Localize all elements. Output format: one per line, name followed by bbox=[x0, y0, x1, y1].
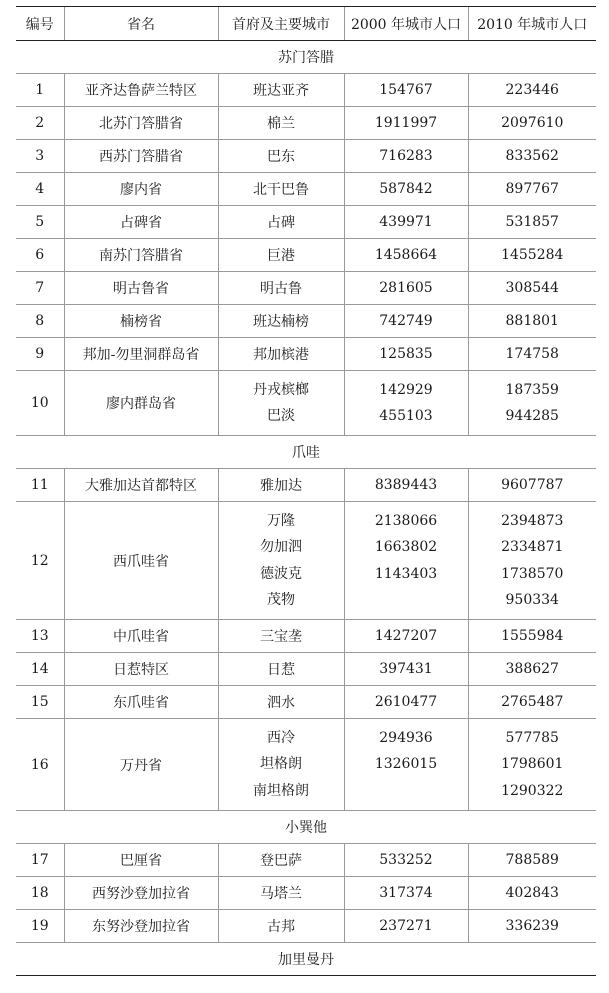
city-name: 马塔兰 bbox=[218, 877, 344, 910]
city-name: 北干巴鲁 bbox=[218, 173, 344, 206]
population-2010-list bbox=[468, 719, 596, 811]
population-value: 388627 bbox=[468, 653, 596, 686]
city-name: 邦加槟港 bbox=[218, 338, 344, 371]
province-name: 南苏门答腊省 bbox=[64, 239, 218, 272]
section-title: 加里曼丹 bbox=[16, 943, 596, 976]
city-name: 丹戎槟榔 bbox=[253, 381, 309, 398]
table-row bbox=[16, 338, 596, 371]
table-row bbox=[16, 140, 596, 173]
city-name: 明古鲁 bbox=[218, 272, 344, 305]
city-name: 巨港 bbox=[218, 239, 344, 272]
city-name: 日惹 bbox=[218, 653, 344, 686]
population-value: 2334871 bbox=[501, 539, 564, 555]
population-value: 1555984 bbox=[468, 620, 596, 653]
population-value: 9607787 bbox=[468, 469, 596, 502]
population-value bbox=[345, 778, 468, 805]
population-value: 294936 bbox=[379, 729, 433, 746]
population-value: 397431 bbox=[344, 653, 468, 686]
province-name: 中爪哇省 bbox=[64, 620, 218, 653]
population-value: 8389443 bbox=[344, 469, 468, 502]
population-value: 1455284 bbox=[468, 239, 596, 272]
province-name: 占碑省 bbox=[64, 206, 218, 239]
province-name: 北苏门答腊省 bbox=[64, 107, 218, 140]
population-value: 881801 bbox=[468, 305, 596, 338]
header-pop-2000: 2000 年城市人口 bbox=[344, 7, 468, 41]
table-row bbox=[16, 206, 596, 239]
table-row bbox=[16, 469, 596, 502]
population-value: 531857 bbox=[468, 206, 596, 239]
city-list bbox=[218, 371, 344, 436]
row-number: 11 bbox=[16, 469, 64, 502]
province-name: 亚齐达鲁萨兰特区 bbox=[64, 74, 218, 107]
province-name: 万丹省 bbox=[64, 719, 218, 811]
table-row bbox=[16, 305, 596, 338]
province-name: 西苏门答腊省 bbox=[64, 140, 218, 173]
city-name: 南坦格朗 bbox=[253, 782, 309, 799]
population-value: 587842 bbox=[344, 173, 468, 206]
city-list bbox=[218, 719, 344, 811]
section-title: 爪哇 bbox=[16, 436, 596, 469]
population-value bbox=[345, 587, 468, 614]
population-value: 897767 bbox=[468, 173, 596, 206]
table-body bbox=[16, 41, 596, 976]
row-number: 9 bbox=[16, 338, 64, 371]
section-row bbox=[16, 436, 596, 469]
header-pop-2010: 2010 年城市人口 bbox=[468, 7, 596, 41]
province-name: 廖内省 bbox=[64, 173, 218, 206]
city-name: 巴淡 bbox=[267, 408, 295, 424]
row-number: 1 bbox=[16, 74, 64, 107]
city-list bbox=[218, 502, 344, 620]
row-number: 14 bbox=[16, 653, 64, 686]
table-row bbox=[16, 107, 596, 140]
table-row bbox=[16, 74, 596, 107]
row-number: 12 bbox=[16, 502, 64, 620]
province-name: 日惹特区 bbox=[64, 653, 218, 686]
population-value: 742749 bbox=[344, 305, 468, 338]
city-name: 茂物 bbox=[267, 592, 295, 608]
population-value: 317374 bbox=[344, 877, 468, 910]
section-row bbox=[16, 811, 596, 844]
population-2000-list bbox=[344, 719, 468, 811]
population-value: 1911997 bbox=[344, 107, 468, 140]
population-value: 308544 bbox=[468, 272, 596, 305]
row-number: 6 bbox=[16, 239, 64, 272]
header-capital-cities: 首府及主要城市 bbox=[218, 7, 344, 41]
population-value: 154767 bbox=[344, 74, 468, 107]
row-number: 13 bbox=[16, 620, 64, 653]
city-name: 西冷 bbox=[267, 729, 295, 746]
city-name: 坦格朗 bbox=[260, 756, 302, 773]
population-value: 1290322 bbox=[501, 782, 564, 799]
row-number: 7 bbox=[16, 272, 64, 305]
population-value: 237271 bbox=[344, 910, 468, 943]
population-value: 281605 bbox=[344, 272, 468, 305]
city-name: 雅加达 bbox=[218, 469, 344, 502]
table-row bbox=[16, 620, 596, 653]
population-value: 125835 bbox=[344, 338, 468, 371]
population-value: 950334 bbox=[505, 592, 559, 608]
city-name: 登巴萨 bbox=[218, 844, 344, 877]
population-table bbox=[16, 6, 596, 976]
province-name: 明古鲁省 bbox=[64, 272, 218, 305]
city-name: 三宝垄 bbox=[218, 620, 344, 653]
population-value: 174758 bbox=[468, 338, 596, 371]
table-row bbox=[16, 371, 596, 436]
row-number: 16 bbox=[16, 719, 64, 811]
table-row bbox=[16, 686, 596, 719]
population-value: 439971 bbox=[344, 206, 468, 239]
city-name: 泗水 bbox=[218, 686, 344, 719]
population-2010-list bbox=[468, 502, 596, 620]
row-number: 17 bbox=[16, 844, 64, 877]
province-name: 西努沙登加拉省 bbox=[64, 877, 218, 910]
table-row bbox=[16, 272, 596, 305]
population-value: 1663802 bbox=[374, 539, 438, 555]
province-name: 邦加-勿里洞群岛省 bbox=[64, 338, 218, 371]
population-value: 1326015 bbox=[374, 756, 438, 773]
population-value: 1143403 bbox=[374, 565, 438, 582]
row-number: 19 bbox=[16, 910, 64, 943]
city-name: 棉兰 bbox=[218, 107, 344, 140]
city-name: 德波克 bbox=[260, 565, 302, 582]
header-number: 编号 bbox=[16, 7, 64, 41]
header-row bbox=[16, 7, 596, 41]
city-name: 班达亚齐 bbox=[218, 74, 344, 107]
province-name: 东努沙登加拉省 bbox=[64, 910, 218, 943]
population-value: 455103 bbox=[379, 408, 433, 424]
population-value: 2765487 bbox=[468, 686, 596, 719]
population-value: 833562 bbox=[468, 140, 596, 173]
city-name: 古邦 bbox=[218, 910, 344, 943]
table-row bbox=[16, 653, 596, 686]
province-name: 东爪哇省 bbox=[64, 686, 218, 719]
row-number: 10 bbox=[16, 371, 64, 436]
population-2000-list bbox=[344, 502, 468, 620]
province-name: 巴厘省 bbox=[64, 844, 218, 877]
population-value: 1738570 bbox=[501, 565, 564, 582]
section-row bbox=[16, 943, 596, 976]
section-title: 苏门答腊 bbox=[16, 41, 596, 74]
population-value: 577785 bbox=[505, 729, 559, 746]
table-row bbox=[16, 239, 596, 272]
section-row bbox=[16, 41, 596, 74]
header-province: 省名 bbox=[64, 7, 218, 41]
row-number: 5 bbox=[16, 206, 64, 239]
row-number: 8 bbox=[16, 305, 64, 338]
table-row bbox=[16, 502, 596, 620]
row-number: 15 bbox=[16, 686, 64, 719]
city-name: 勿加泗 bbox=[260, 539, 302, 555]
table-row bbox=[16, 910, 596, 943]
population-value: 1458664 bbox=[344, 239, 468, 272]
population-value: 533252 bbox=[344, 844, 468, 877]
population-2000-list bbox=[344, 371, 468, 436]
population-value: 1427207 bbox=[344, 620, 468, 653]
population-value: 2138066 bbox=[374, 512, 438, 529]
city-name: 万隆 bbox=[267, 512, 295, 529]
table-row bbox=[16, 719, 596, 811]
population-value: 716283 bbox=[344, 140, 468, 173]
population-table-container bbox=[16, 6, 596, 976]
row-number: 3 bbox=[16, 140, 64, 173]
population-value: 2610477 bbox=[344, 686, 468, 719]
province-name: 大雅加达首都特区 bbox=[64, 469, 218, 502]
province-name: 西爪哇省 bbox=[64, 502, 218, 620]
population-2010-list bbox=[468, 371, 596, 436]
province-name: 廖内群岛省 bbox=[64, 371, 218, 436]
city-name: 班达楠榜 bbox=[218, 305, 344, 338]
population-value: 336239 bbox=[468, 910, 596, 943]
population-value: 223446 bbox=[468, 74, 596, 107]
table-row bbox=[16, 844, 596, 877]
population-value: 142929 bbox=[379, 381, 433, 398]
population-value: 788589 bbox=[468, 844, 596, 877]
province-name: 楠榜省 bbox=[64, 305, 218, 338]
row-number: 18 bbox=[16, 877, 64, 910]
city-name: 巴东 bbox=[218, 140, 344, 173]
table-row bbox=[16, 173, 596, 206]
population-value: 187359 bbox=[505, 381, 559, 398]
population-value: 2097610 bbox=[468, 107, 596, 140]
row-number: 2 bbox=[16, 107, 64, 140]
population-value: 1798601 bbox=[501, 756, 564, 773]
section-title: 小巽他 bbox=[16, 811, 596, 844]
population-value: 402843 bbox=[468, 877, 596, 910]
row-number: 4 bbox=[16, 173, 64, 206]
population-value: 944285 bbox=[505, 408, 559, 424]
table-row bbox=[16, 877, 596, 910]
population-value: 2394873 bbox=[501, 512, 564, 529]
city-name: 占碑 bbox=[218, 206, 344, 239]
